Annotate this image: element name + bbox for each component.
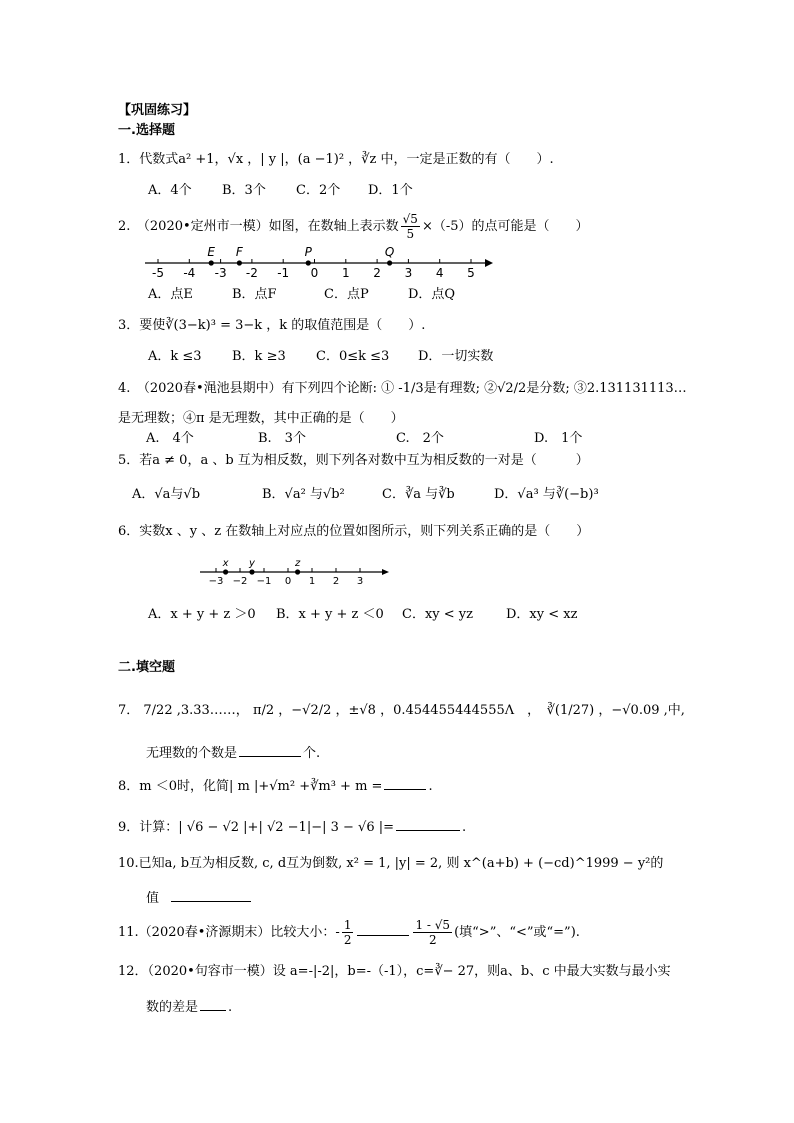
axis-tick-label: 5 [467,266,475,280]
point-Q-label: Q [384,245,395,259]
question-12-line-2 [146,998,232,1016]
q2-number-line [140,240,500,282]
q2-option-b: B．点F [232,287,277,302]
question-7-line-2 [146,744,320,762]
point-z-label: z [294,558,301,569]
section-practice-heading: 【巩固练习】 [118,103,197,118]
q2-suffix: ×（-5）的点可能是（ ） [421,219,589,234]
axis-tick-label: 2 [332,576,340,587]
q11-frac2-num: 1 - √5 [415,918,451,932]
q5-option-d: D．√a³ 与∛(−b)³ [494,487,599,502]
q7-tail: 个. [303,746,321,761]
q7-answer-blank[interactable] [239,744,301,757]
question-9 [118,818,466,836]
axis-tick-label: 1 [308,576,316,587]
q11-answer-blank[interactable] [357,923,409,936]
q2-frac-num: √5 [402,212,418,226]
q11-fraction-1 [342,918,354,947]
q1-option-d: D．1个 [368,183,413,198]
question-4-line-1: 4. （2020春•渑池县期中）有下列四个论断: ① -1/3是有理数; ②√2/2是分数; ③2.131131113… [118,381,687,396]
q3-option-d: D．一切实数 [418,349,494,364]
q4-option-b: B. 3个 [258,431,306,446]
axis-tick-label: 3 [356,576,364,587]
q1-option-b: B．3个 [222,183,266,198]
q9-answer-blank[interactable] [396,818,460,831]
question-3: 3．要使∛(3−k)³ = 3−k ，k 的取值范围是（ ）. [118,318,426,333]
question-10-line-2 [146,889,253,907]
question-7-line-1: 7． 7/22 ,3.33……， π/2 ，−√2/2 ，±√8 ，0.454455444555Λ ， ∛(1/27) ，−√0.09 ,中, [118,703,685,718]
q11-frac2-den: 2 [428,933,437,947]
axis-tick-label: −2 [232,576,248,587]
axis-tick-label: -5 [152,266,164,280]
q2-option-d: D．点Q [408,287,456,302]
q12-answer-blank[interactable] [200,998,226,1011]
axis-tick-label: 4 [435,266,444,280]
q4-option-a: A. 4个 [146,431,194,446]
question-2 [118,212,589,241]
point-x-dot [223,569,228,574]
q7-prompt: 无理数的个数是 [146,746,238,761]
q8-text: 8．m ＜0时，化简| m |+√m² +∛m³ + m = [118,779,383,794]
point-P-label: P [304,245,312,259]
q8-tail: . [428,779,433,794]
q3-option-a: A．k ≤3 [148,349,202,364]
q8-answer-blank[interactable] [384,777,426,790]
q5-option-a: A．√a与√b [132,487,201,502]
axis-tick-label: 3 [404,266,413,280]
question-11 [118,918,580,947]
axis-tick-label: -4 [183,266,196,280]
axis-tick-label: 2 [373,266,381,280]
question-6: 6．实数x 、y 、z 在数轴上对应点的位置如图所示，则下列关系正确的是（ ） [118,524,590,539]
question-10-line-1: 10.已知a, b互为相反数, c, d互为倒数, x² = 1, |y| = 2, 则 x^(a+b) + (−cd)^1999 − y²的 [118,856,664,871]
q9-text: 9．计算：| √6 − √2 |+| √2 −1|−| 3 − √6 |= [118,820,394,835]
axis-tick-label: −3 [208,576,224,587]
q12-prompt: 数的差是 [146,1000,199,1015]
q1-option-c: C．2个 [296,183,341,198]
point-E-dot [209,260,214,265]
question-5: 5．若a ≠ 0，a 、b 互为相反数，则下列各对数中互为相反数的一对是（ ） [118,453,589,468]
axis-tick-label: -2 [245,266,258,280]
q11-prefix: 11.（2020春•济源期末）比较大小：- [118,925,340,940]
axis-tick-label: 0 [284,576,292,587]
point-F-label: F [235,245,243,259]
question-1: 1．代数式a² +1，√x ，| y |，(a −1)² ，∛z 中，一定是正数的有（ ）. [118,152,554,167]
q10-answer-blank[interactable] [171,889,251,902]
axis-tick-label: −1 [256,576,272,587]
q3-option-b: B．k ≥3 [232,349,286,364]
q6-option-a: A．x + y + z ＞0 [148,607,256,622]
q2-option-a: A．点E [148,287,193,302]
q11-fraction-2 [413,918,452,947]
axis-tick-label: -3 [214,266,227,280]
question-8 [118,777,433,795]
point-P-dot [306,260,311,265]
q6-number-line [196,554,392,594]
q2-option-c: C．点P [324,287,369,302]
point-E-label: E [207,245,216,259]
q11-frac1-den: 2 [343,933,352,947]
q1-option-a: A．4个 [148,183,192,198]
q3-option-c: C．0≤k ≤3 [316,349,390,364]
question-4-line-2: 是无理数；④π 是无理数，其中正确的是（ ） [118,411,404,426]
q2-frac-den: 5 [406,227,415,241]
q6-axis-arrow [382,569,389,575]
point-F-dot [237,260,242,265]
axis-tick-label: 1 [341,266,350,280]
q2-axis-arrow [485,259,493,267]
q2-fraction [401,212,420,241]
section-fill-heading: 二.填空题 [118,660,175,675]
point-Q-dot [387,260,392,265]
q11-frac1-num: 1 [343,918,352,932]
q9-tail: . [462,820,467,835]
q11-suffix: (填“>”、“<”或“=”). [454,925,580,940]
point-z-dot [295,569,300,574]
q12-tail: . [228,1000,233,1015]
q6-option-c: C．xy < yz [402,607,473,622]
q6-option-b: B．x + y + z ＜0 [276,607,384,622]
section-choice-heading: 一.选择题 [118,123,175,138]
q10-prompt: 值 [146,891,160,906]
axis-tick-label: 0 [310,266,319,280]
point-y-dot [249,569,254,574]
question-12-line-1: 12．（2020•句容市一模）设 a=-|-2|，b=-（-1），c=∛− 27，则a、b、c 中最大实数与最小实 [118,964,671,979]
q4-option-c: C. 2个 [396,431,444,446]
point-x-label: x [222,558,229,569]
point-y-label: y [249,558,255,569]
q2-prefix: 2. （2020•定州市一模）如图，在数轴上表示数 [118,219,399,234]
q5-option-b: B．√a² 与√b² [262,487,345,502]
q5-option-c: C．∛a 与∛b [382,487,455,502]
q4-option-d: D. 1个 [534,431,583,446]
q6-option-d: D．xy < xz [506,607,578,622]
axis-tick-label: -1 [277,266,290,280]
